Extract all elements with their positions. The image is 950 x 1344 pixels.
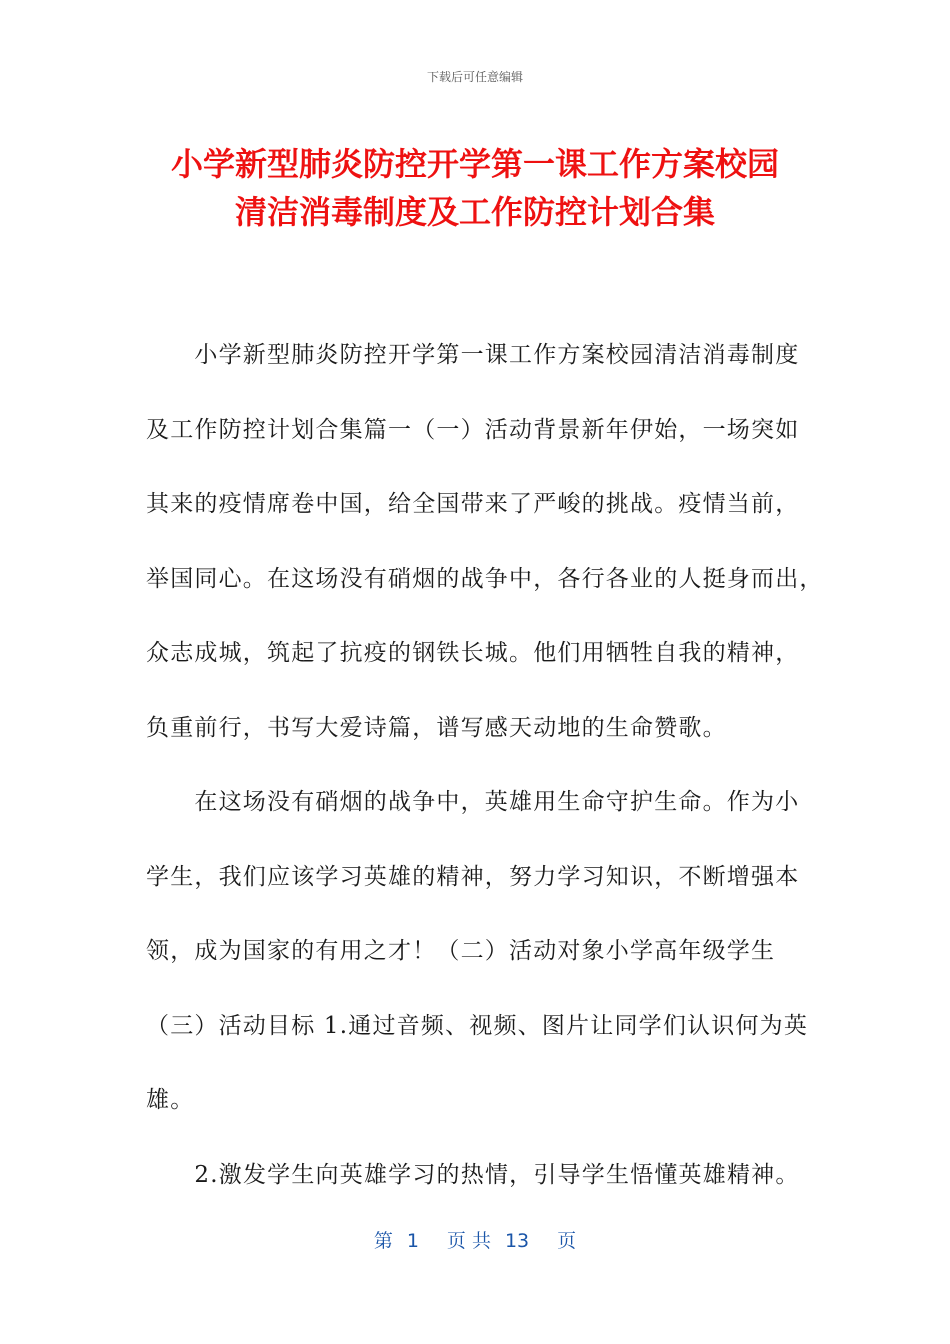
- document-title: [100, 140, 850, 236]
- header-note: 下载后可任意编辑: [426, 70, 523, 84]
- page-suffix: 页: [557, 1230, 577, 1252]
- body-line: 其来的疫情席卷中国，给全国带来了严峻的挑战。疫情当前，: [146, 491, 800, 517]
- title-line-1: 小学新型肺炎防控开学第一课工作方案校园: [170, 145, 779, 183]
- page-mid: 页 共: [446, 1230, 491, 1252]
- body-line: 负重前行，书写大爱诗篇，谱写感天动地的生命赞歌。: [146, 714, 727, 741]
- current-page-number: 1: [406, 1230, 419, 1252]
- total-pages-number: 13: [504, 1230, 530, 1252]
- title-line-2: 清洁消毒制度及工作防控计划合集: [234, 193, 715, 231]
- body-line: 领，成为国家的有用之才！（二）活动对象小学高年级学生: [146, 938, 776, 964]
- document-body: [146, 318, 824, 1212]
- body-line: 小学新型肺炎防控开学第一课工作方案校园清洁消毒制度: [146, 342, 800, 368]
- body-line: 举国同心。在这场没有硝烟的战争中，各行各业的人挺身而出，: [146, 565, 824, 592]
- page-footer: [0, 1226, 950, 1253]
- body-line: 2.激发学生向英雄学习的热情，引导学生悟懂英雄精神。: [146, 1161, 800, 1188]
- body-line: 及工作防控计划合集篇一（一）活动背景新年伊始，一场突如: [146, 416, 800, 443]
- body-line: 在这场没有硝烟的战争中，英雄用生命守护生命。作为小: [146, 789, 800, 815]
- body-line: 众志成城，筑起了抗疫的钢铁长城。他们用牺牲自我的精神，: [146, 640, 800, 666]
- body-line: 学生，我们应该学习英雄的精神，努力学习知识，不断增强本: [146, 863, 800, 890]
- body-line: 雄。: [146, 1087, 195, 1113]
- body-line: （三）活动目标 1.通过音频、视频、图片让同学们认识何为英: [146, 1012, 809, 1039]
- page-prefix: 第: [373, 1230, 393, 1252]
